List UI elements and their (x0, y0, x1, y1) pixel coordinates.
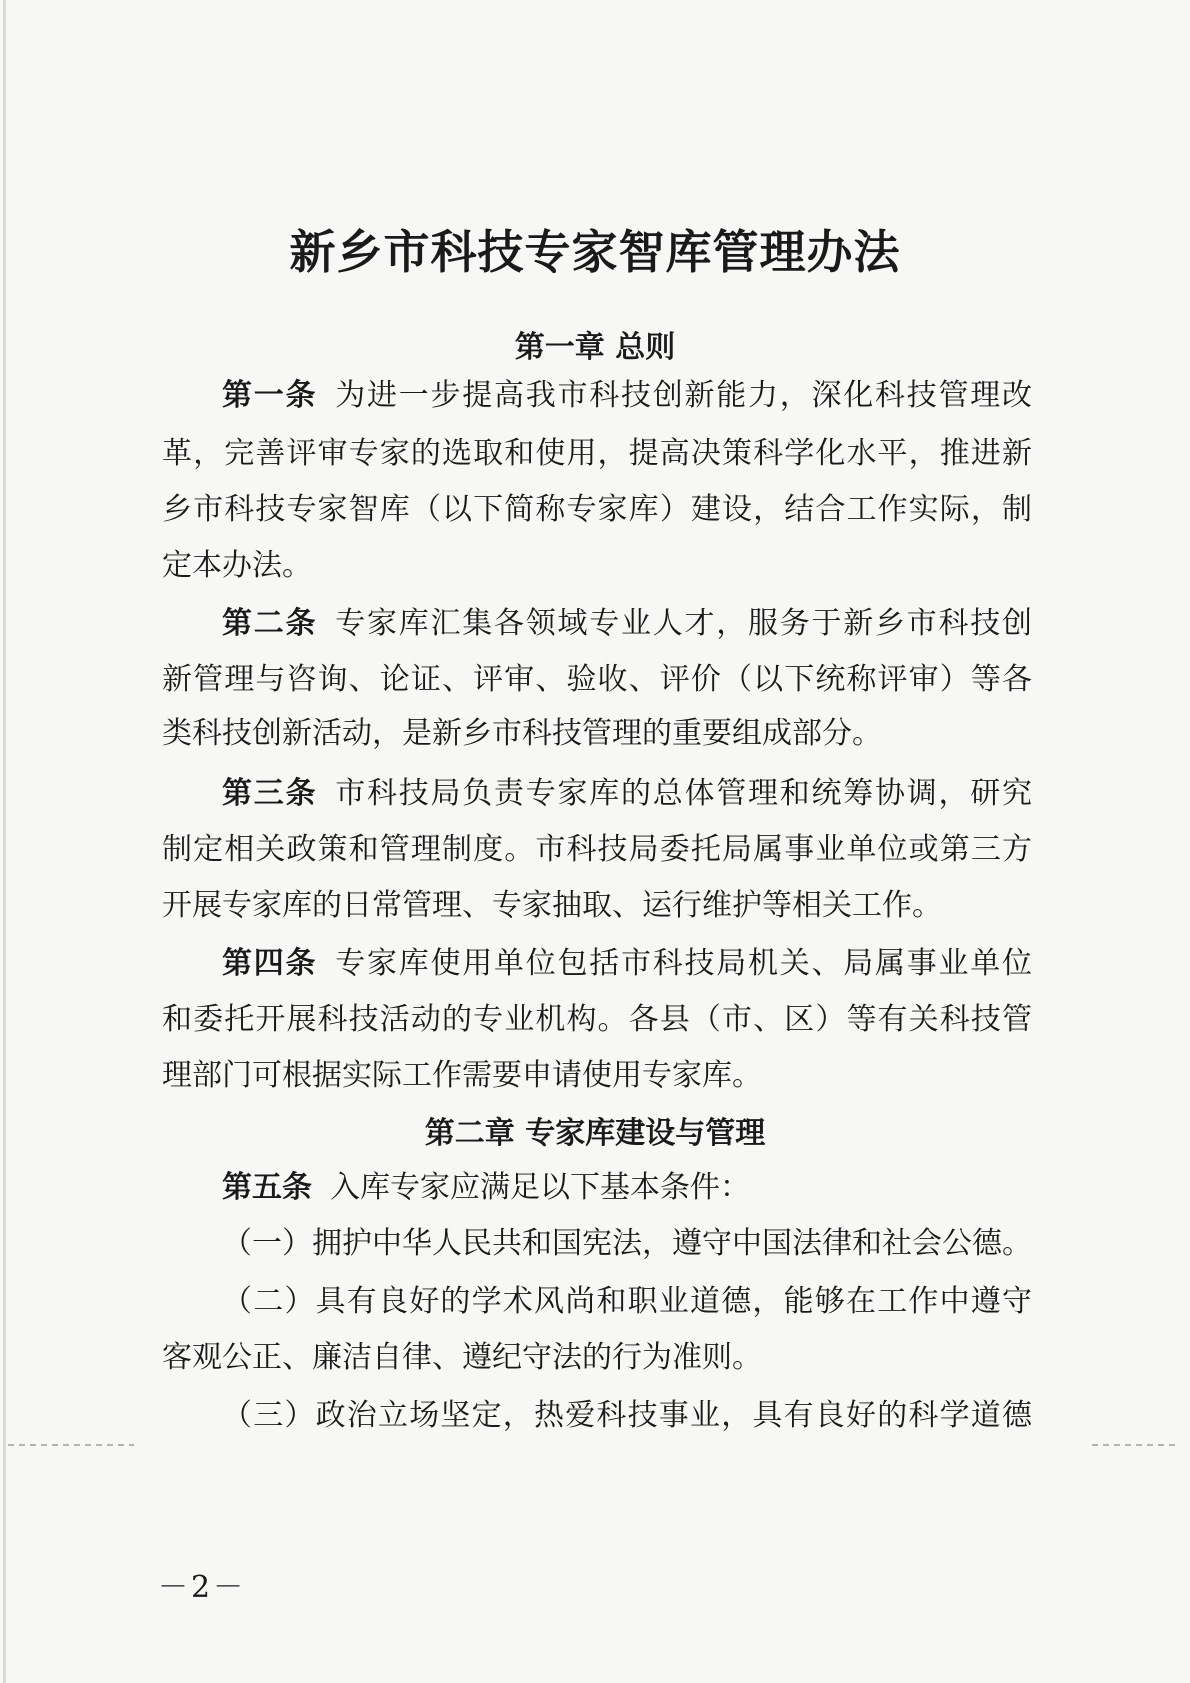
article-4-line-1: 第四条 专家库使用单位包括市科技局机关、局属事业单位 (222, 946, 1032, 981)
article-1-line-2: 革，完善评审专家的选取和使用，提高决策科学化水平，推进新 (162, 436, 1032, 471)
article-2-line-1: 第二条 专家库汇集各领域专业人才，服务于新乡市科技创 (222, 606, 1032, 641)
document-title: 新乡市科技专家智库管理办法 (289, 225, 901, 279)
article-1-label: 第一条 (222, 378, 318, 413)
article-5-line-1: 第五条 入库专家应满足以下基本条件： (222, 1170, 750, 1205)
scan-artifact-left (8, 1444, 134, 1446)
article-4-line-2: 和委托开展科技活动的专业机构。各县（市、区）等有关科技管 (162, 1002, 1032, 1037)
item-1-line-1: （一）拥护中华人民共和国宪法，遵守中国法律和社会公德。 (222, 1226, 1032, 1261)
article-3-line-3: 开展专家库的日常管理、专家抽取、运行维护等相关工作。 (162, 888, 942, 923)
article-1-line-1: 第一条 为进一步提高我市科技创新能力，深化科技管理改 (222, 378, 1032, 413)
item-2-line-2: 客观公正、廉洁自律、遵纪守法的行为准则。 (162, 1340, 762, 1375)
article-4-line-3: 理部门可根据实际工作需要申请使用专家库。 (162, 1058, 762, 1093)
article-1-line-3: 乡市科技专家智库（以下简称专家库）建设，结合工作实际，制 (162, 492, 1032, 527)
item-3-line-1: （三）政治立场坚定，热爱科技事业，具有良好的科学道德 (222, 1398, 1032, 1433)
article-5-label: 第五条 (222, 1170, 312, 1205)
item-2-line-1: （二）具有良好的学术风尚和职业道德，能够在工作中遵守 (222, 1284, 1032, 1319)
article-4-label: 第四条 (222, 946, 318, 981)
page-number: －2－ (158, 1570, 247, 1605)
article-2-line-3: 类科技创新活动，是新乡市科技管理的重要组成部分。 (162, 716, 882, 751)
article-2-line-2: 新管理与咨询、论证、评审、验收、评价（以下统称评审）等各 (162, 662, 1032, 697)
article-2-label: 第二条 (222, 606, 318, 641)
chapter-1-heading: 第一章 总则 (514, 330, 676, 365)
article-3-line-1: 第三条 市科技局负责专家库的总体管理和统筹协调，研究 (222, 776, 1032, 811)
article-3-line-2: 制定相关政策和管理制度。市科技局委托局属事业单位或第三方 (162, 832, 1032, 867)
article-1-line-4: 定本办法。 (162, 548, 312, 583)
chapter-2-heading: 第二章 专家库建设与管理 (424, 1116, 766, 1151)
article-3-label: 第三条 (222, 776, 318, 811)
scan-artifact-right (1092, 1444, 1180, 1446)
